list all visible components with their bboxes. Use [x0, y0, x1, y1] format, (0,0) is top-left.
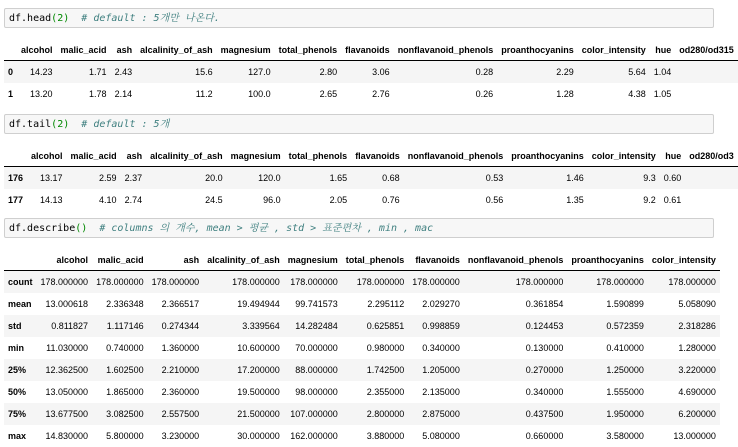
table-cell: 2.029270: [422, 298, 460, 309]
table-cell: 9.2: [643, 194, 656, 205]
table-cell: 0.124453: [525, 320, 564, 331]
table-cell: 2.37: [124, 172, 143, 183]
table-cell: 13.000618: [45, 298, 89, 309]
table-row: [4, 337, 720, 359]
table-cell: 0.811827: [51, 320, 89, 331]
table-cell: 11.030000: [46, 342, 89, 353]
column-header: magnesium: [284, 250, 342, 271]
table-cell: 1.590899: [606, 298, 644, 309]
table-cell: 9.3: [643, 172, 656, 183]
table-cell: 0.625851: [366, 320, 405, 331]
table-cell: 3.580000: [606, 430, 644, 441]
row-index: max: [8, 430, 27, 441]
table-cell: 0.410000: [606, 342, 644, 353]
table-cell: 5.800000: [106, 430, 144, 441]
table-cell: 0.270000: [525, 364, 564, 375]
table-cell: 1.555000: [606, 386, 644, 397]
table-cell: 0.53: [485, 172, 504, 183]
table-cell: [675, 83, 738, 105]
table-cell: 2.800000: [366, 408, 405, 419]
table-cell: 2.14: [114, 88, 133, 99]
table-cell: 96.0: [263, 194, 281, 205]
code-comment: # default : 5개: [81, 119, 170, 130]
table-cell: 14.282484: [295, 320, 338, 331]
column-header: flavanoids: [408, 250, 464, 271]
table-cell: 14.830000: [45, 430, 89, 441]
table-cell: 1.117146: [106, 320, 144, 331]
dataframe-table: [4, 40, 738, 105]
table-cell: 30.000000: [237, 430, 280, 441]
table-row: [4, 403, 720, 425]
table-cell: [685, 189, 738, 211]
row-index: 0: [8, 66, 14, 77]
table-cell: 0.26: [475, 88, 494, 99]
row-index: 75%: [8, 408, 27, 419]
table-cell: 1.602500: [106, 364, 144, 375]
table-cell: 0.68: [382, 172, 400, 183]
table-cell: 13.050000: [45, 386, 89, 397]
code-text: df.head: [9, 13, 52, 24]
table-cell: 3.339564: [242, 320, 280, 331]
column-header: alcalinity_of_ash: [203, 250, 284, 271]
table-cell: 0.60: [663, 172, 682, 183]
code-cell-describe[interactable]: df.describe() # columns 의 개수, mean > 평균 , std > 표준편차 , min , mac: [4, 218, 714, 238]
table-cell: 5.080000: [422, 430, 460, 441]
table-cell: 0.998859: [422, 320, 460, 331]
table-row: [4, 359, 720, 381]
column-header: total_phenols: [275, 40, 342, 61]
row-index: min: [8, 342, 25, 353]
table-cell: 1.71: [89, 66, 107, 77]
table-cell: 0.660000: [525, 430, 564, 441]
code-comment: # columns 의 개수, mean > 평균 , std > 표준편차 , min , mac: [99, 223, 434, 234]
table-cell: 120.0: [258, 172, 281, 183]
table-cell: 5.64: [628, 66, 646, 77]
table-cell: 0.340000: [525, 386, 564, 397]
column-header: magnesium: [227, 146, 285, 167]
table-cell: 0.437500: [525, 408, 564, 419]
table-cell: 0.61: [663, 194, 682, 205]
table-cell: 1.205000: [422, 364, 460, 375]
table-cell: 1.742500: [366, 364, 405, 375]
table-cell: 162.000000: [290, 430, 338, 441]
index-header: [4, 146, 27, 167]
table-cell: 70.000000: [295, 342, 338, 353]
table-cell: 13.20: [30, 88, 53, 99]
table-row: [4, 83, 738, 105]
row-index: 25%: [8, 364, 27, 375]
row-index: 50%: [8, 386, 27, 397]
column-header: alcohol: [27, 146, 67, 167]
table-cell: 2.59: [99, 172, 117, 183]
table-cell: 178.000000: [151, 276, 200, 287]
table-row: [4, 315, 720, 337]
table-cell: 0.740000: [106, 342, 144, 353]
table-cell: 0.572359: [606, 320, 644, 331]
table-cell: 0.130000: [525, 342, 564, 353]
column-header: nonflavanoid_phenols: [394, 40, 498, 61]
output-describe: [4, 250, 718, 441]
code-comment: # default : 5개만 나온다.: [81, 13, 220, 24]
table-cell: 2.875000: [422, 408, 460, 419]
table-cell: 3.230000: [161, 430, 200, 441]
dataframe-table: [4, 146, 738, 211]
table-cell: 1.04: [653, 66, 672, 77]
code-cell-tail[interactable]: df.tail(2) # default : 5개: [4, 114, 714, 134]
table-cell: 14.13: [40, 194, 63, 205]
table-cell: 1.35: [566, 194, 584, 205]
table-cell: [685, 167, 738, 189]
table-cell: 2.210000: [161, 364, 200, 375]
table-cell: 3.880000: [366, 430, 405, 441]
column-header: proanthocyanins: [567, 250, 648, 271]
column-header: color_intensity: [578, 40, 650, 61]
table-cell: 17.200000: [237, 364, 280, 375]
column-header: nonflavanoid_phenols: [464, 250, 568, 271]
column-header: malic_acid: [67, 146, 121, 167]
table-cell: 13.17: [40, 172, 63, 183]
table-row: [4, 293, 720, 315]
table-cell: 24.5: [205, 194, 223, 205]
column-header: ash: [121, 146, 147, 167]
table-cell: 2.65: [319, 88, 338, 99]
column-header: total_phenols: [285, 146, 352, 167]
table-cell: 1.250000: [606, 364, 644, 375]
column-header: nonflavanoid_phenols: [404, 146, 508, 167]
table-cell: 2.74: [124, 194, 143, 205]
column-header: od280/od3: [685, 146, 738, 167]
table-cell: 1.360000: [161, 342, 200, 353]
column-header: malic_acid: [92, 250, 148, 271]
table-cell: 5.058090: [678, 298, 716, 309]
table-cell: 2.366517: [161, 298, 200, 309]
row-index: 176: [8, 172, 24, 183]
table-cell: 2.557500: [161, 408, 200, 419]
table-cell: 178.000000: [668, 276, 716, 287]
table-cell: 178.000000: [290, 276, 338, 287]
table-cell: 2.29: [556, 66, 574, 77]
table-cell: 0.980000: [366, 342, 405, 353]
column-header: proanthocyanins: [507, 146, 588, 167]
column-header: malic_acid: [57, 40, 111, 61]
table-cell: 98.000000: [295, 386, 338, 397]
table-cell: 0.274344: [161, 320, 200, 331]
table-cell: 0.56: [485, 194, 504, 205]
column-header: alcalinity_of_ash: [136, 40, 217, 61]
table-cell: 0.28: [475, 66, 494, 77]
table-cell: 99.741573: [295, 298, 338, 309]
dataframe-table: [4, 250, 720, 447]
table-row: [4, 425, 720, 447]
output-tail: [4, 146, 734, 214]
table-cell: 4.690000: [678, 386, 716, 397]
table-cell: 21.500000: [237, 408, 280, 419]
column-header: flavanoids: [351, 146, 404, 167]
table-cell: 1.950000: [606, 408, 644, 419]
table-cell: 178.000000: [96, 276, 144, 287]
table-cell: 11.2: [195, 88, 213, 99]
column-header: hue: [650, 40, 676, 61]
table-cell: 13.677500: [45, 408, 89, 419]
table-cell: 3.06: [372, 66, 390, 77]
code-cell-head[interactable]: df.head(2) # default : 5개만 나온다.: [4, 8, 714, 28]
column-header: alcalinity_of_ash: [146, 146, 227, 167]
code-text: df.tail: [9, 119, 52, 130]
table-row: [4, 381, 720, 403]
table-cell: 19.494944: [237, 298, 280, 309]
table-cell: 88.000000: [295, 364, 338, 375]
table-row: [4, 167, 738, 189]
table-cell: 6.200000: [678, 408, 716, 419]
column-header: ash: [111, 40, 137, 61]
table-cell: 10.600000: [237, 342, 280, 353]
table-cell: 4.38: [628, 88, 646, 99]
table-cell: 3.220000: [678, 364, 716, 375]
code-arg: 2: [57, 13, 64, 24]
table-header-row: [4, 40, 738, 61]
table-cell: 178.000000: [596, 276, 644, 287]
column-header: hue: [660, 146, 686, 167]
column-header: od280/od315: [675, 40, 738, 61]
table-cell: 0.76: [382, 194, 400, 205]
table-cell: 100.0: [248, 88, 271, 99]
table-cell: [675, 61, 738, 83]
table-cell: 2.135000: [422, 386, 460, 397]
table-cell: 2.355000: [366, 386, 405, 397]
table-row: [4, 61, 738, 83]
table-cell: 178.000000: [40, 276, 89, 287]
column-header: alcohol: [17, 40, 57, 61]
table-header-row: [4, 146, 738, 167]
table-cell: 12.362500: [45, 364, 89, 375]
table-cell: 1.28: [556, 88, 574, 99]
column-header: total_phenols: [342, 250, 409, 271]
table-cell: 2.360000: [161, 386, 200, 397]
row-index: 1: [8, 88, 14, 99]
table-cell: 2.295112: [367, 298, 405, 309]
index-header: [4, 40, 17, 61]
table-cell: 178.000000: [232, 276, 280, 287]
column-header: color_intensity: [648, 250, 720, 271]
row-index: 177: [8, 194, 24, 205]
table-cell: 4.10: [99, 194, 117, 205]
table-cell: 127.0: [248, 66, 271, 77]
table-row: [4, 189, 738, 211]
column-header: proanthocyanins: [497, 40, 578, 61]
table-cell: 1.05: [653, 88, 672, 99]
table-cell: 2.80: [319, 66, 338, 77]
output-head: [4, 40, 734, 108]
table-cell: 1.865000: [106, 386, 144, 397]
table-cell: 0.340000: [422, 342, 460, 353]
table-cell: 2.336348: [106, 298, 144, 309]
column-header: flavanoids: [341, 40, 394, 61]
table-cell: 3.082500: [106, 408, 144, 419]
column-header: ash: [148, 250, 204, 271]
table-cell: 0.361854: [525, 298, 564, 309]
column-header: magnesium: [217, 40, 275, 61]
column-header: alcohol: [37, 250, 93, 271]
table-cell: 1.46: [566, 172, 584, 183]
table-cell: 178.000000: [356, 276, 405, 287]
table-cell: 13.000000: [673, 430, 716, 441]
index-header: [4, 250, 37, 271]
table-cell: 1.280000: [678, 342, 716, 353]
table-cell: 2.318286: [678, 320, 716, 331]
code-text: df.describe: [9, 223, 76, 234]
table-cell: 107.000000: [290, 408, 338, 419]
table-cell: 14.23: [30, 66, 53, 77]
table-header-row: [4, 250, 720, 271]
table-cell: 2.76: [372, 88, 390, 99]
table-cell: 178.000000: [515, 276, 564, 287]
table-cell: 1.65: [329, 172, 348, 183]
row-index: count: [8, 276, 33, 287]
table-row: [4, 271, 720, 293]
table-cell: 20.0: [205, 172, 223, 183]
table-cell: 1.78: [89, 88, 107, 99]
row-index: mean: [8, 298, 32, 309]
table-cell: 15.6: [195, 66, 213, 77]
table-cell: 2.43: [114, 66, 133, 77]
code-arg: 2: [57, 119, 64, 130]
table-cell: 2.05: [329, 194, 348, 205]
table-cell: 178.000000: [412, 276, 460, 287]
table-cell: 19.500000: [237, 386, 280, 397]
column-header: color_intensity: [588, 146, 660, 167]
row-index: std: [8, 320, 22, 331]
